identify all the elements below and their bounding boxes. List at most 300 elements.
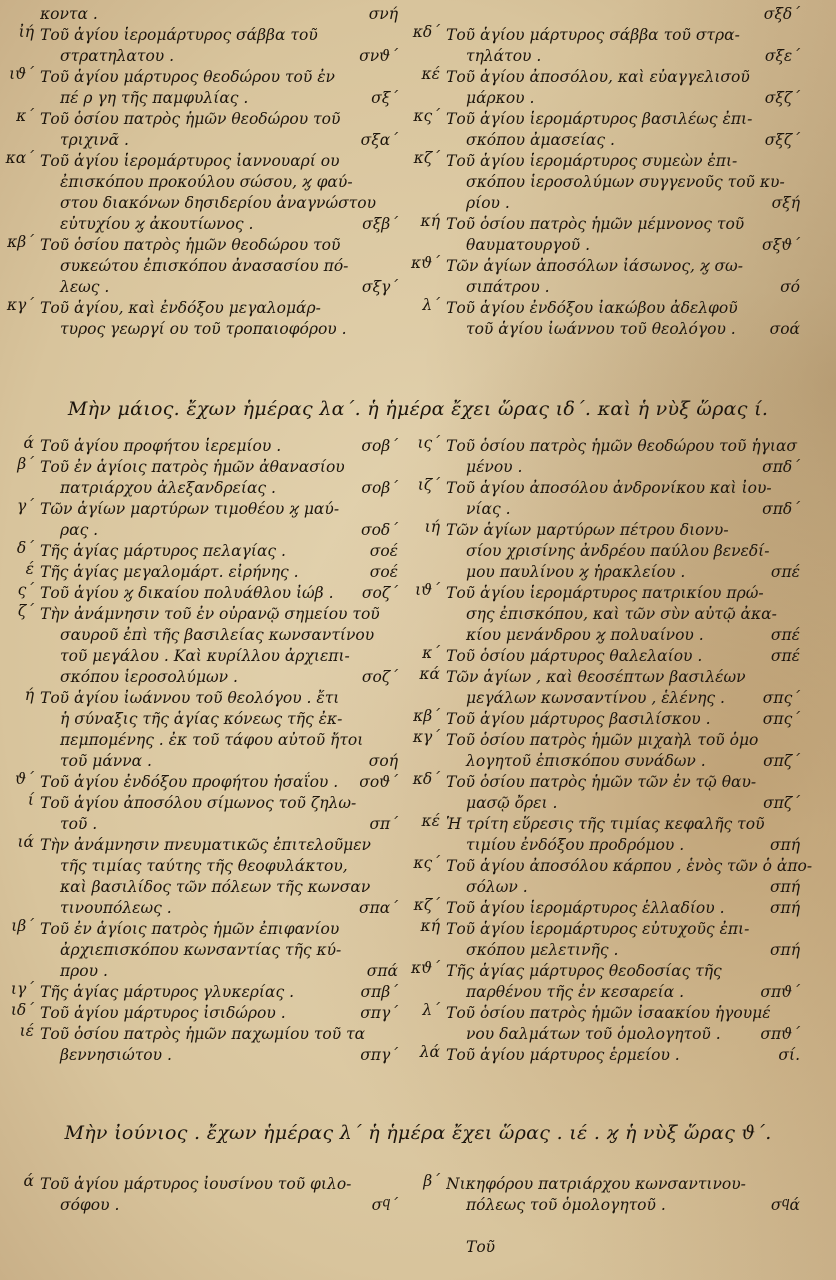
entry-text: [40, 67, 404, 109]
entry-text: [446, 583, 806, 646]
entry-text: [446, 898, 806, 919]
entry-line: Τοῦ ἁγίου ἱερομάρτυρος βασιλέως ἐπι-: [446, 110, 753, 128]
page-reference: σπή: [769, 836, 800, 854]
entry-text: [40, 772, 404, 793]
june-right-column: [406, 1174, 806, 1258]
page-reference: σπέ: [770, 626, 800, 644]
page-reference: σνϑ´: [359, 47, 398, 65]
page-reference: σοή: [368, 752, 398, 770]
entry-text: [40, 1174, 404, 1216]
calendar-entry: [0, 835, 404, 919]
entry-text: [446, 1174, 806, 1216]
entry-text: [446, 256, 806, 298]
calendar-entry: [406, 1216, 806, 1258]
day-numeral: ιϑ´: [415, 581, 440, 599]
day-numeral: ά: [23, 1172, 34, 1190]
entry-text: [40, 298, 404, 340]
entry-line: Τοῦ ὁσίου μάρτυρος θαλελαίου .: [446, 647, 703, 665]
calendar-entry: [0, 583, 404, 604]
page-reference: σξζ´: [764, 89, 800, 107]
entry-line: Τοῦ ὁσίου πατρὸς ἡμῶν μέμνονος τοῦ: [446, 215, 745, 233]
entry-line: Τοῦ ἁγίου ϗ δικαίου πολυάθλου ἰώβ .: [40, 584, 334, 602]
may-right-column: [406, 434, 813, 1066]
entry-text: [446, 478, 806, 520]
calendar-entry: [406, 67, 806, 109]
entry-line: ἐπισκόπου προκούλου σώσου, ϗ φαύ-: [60, 173, 353, 191]
calendar-entry: [0, 982, 404, 1003]
day-numeral: λά: [419, 1043, 440, 1061]
day-numeral: ς´: [17, 581, 34, 599]
calendar-entry: [406, 854, 813, 898]
entry-line: Τοῦ ἁγίου ἀποσόλου σίμωνος τοῦ ζηλω-: [40, 794, 357, 812]
calendar-entry: [0, 688, 404, 772]
entry-line: σόλων .: [466, 878, 528, 896]
calendar-entry: [0, 919, 404, 982]
entry-line: Τοῦ ὁσίου πατρὸς ἡμῶν ἰσαακίου ἡγουμέ: [446, 1004, 771, 1022]
entry-line: σίου χρισίνης ἀνδρέου παύλου βενεδί-: [466, 542, 770, 560]
entry-line: Τοῦ ἁγίου μάρτυρος σάββα τοῦ στρα-: [446, 26, 740, 44]
entry-line: Τὴν ἀνάμνησιν πνευματικῶς ἐπιτελοῦμεν: [40, 836, 371, 854]
page-reference: σοζ´: [361, 584, 398, 602]
entry-line: κοντα .: [40, 5, 98, 23]
day-numeral: λ´: [422, 296, 440, 314]
day-numeral: ή: [24, 686, 34, 704]
page-reference: σπή: [769, 941, 800, 959]
april-right-column: [406, 4, 806, 340]
entry-line: τριχινᾶ .: [60, 131, 129, 149]
day-numeral: ιζ´: [417, 476, 440, 494]
entry-line: Τοῦ ὁσίου πατρὸς ἡμῶν παχωμίου τοῦ τα: [40, 1025, 366, 1043]
calendar-entry: [0, 436, 404, 457]
page-reference: σξα´: [360, 131, 398, 149]
calendar-entry: [406, 256, 806, 298]
june-heading: Μὴν ἰούνιος . ἔχων ἡμέρας λ´ ἡ ἡμέρα ἔχει ὥρας . ιέ . ϗ ἡ νὺξ ὥρας ϑ´.: [64, 1122, 772, 1144]
entry-text: [40, 151, 404, 235]
entry-text: [446, 814, 806, 856]
entry-text: [40, 982, 404, 1003]
entry-line: Τοῦ ἁγίου ἀποσόλου κάρπου , ἑνὸς τῶν ὁ ἀπο-: [446, 857, 813, 875]
entry-line: σκόπου ἀμασείας .: [466, 131, 615, 149]
entry-text: [40, 562, 404, 583]
entry-line: τιμίου ἐνδόξου προδρόμου .: [466, 836, 685, 854]
entry-text: [40, 604, 404, 688]
page-reference: σί.: [778, 1046, 800, 1064]
calendar-entry: [0, 772, 404, 793]
entry-line: τηλάτου .: [466, 47, 542, 65]
entry-text: [446, 436, 806, 478]
entry-line: Τοῦ ἁγίου μάρτυρος ἰσιδώρου .: [40, 1004, 286, 1022]
entry-line: [446, 4, 806, 25]
entry-text: [446, 1216, 806, 1258]
entry-text: [446, 919, 806, 961]
page-reference: σπς´: [762, 689, 800, 707]
day-numeral: κς´: [413, 854, 440, 872]
calendar-entry: [0, 499, 404, 541]
day-numeral: ζ´: [17, 602, 34, 620]
entry-line: πόλεως τοῦ ὁμολογητοῦ .: [466, 1196, 666, 1214]
day-numeral: [406, 4, 446, 25]
day-numeral: β´: [423, 1172, 440, 1190]
calendar-entry: [406, 1174, 806, 1216]
day-numeral: β´: [17, 455, 34, 473]
entry-line: Νικηφόρου πατριάρχου κωνσαντινου-: [446, 1175, 746, 1193]
day-numeral: έ: [25, 560, 34, 578]
page-reference: σξζ´: [764, 131, 800, 149]
day-numeral: λ´: [422, 1001, 440, 1019]
day-numeral: κέ: [421, 812, 440, 830]
entry-text: [40, 541, 404, 562]
entry-line: Τοῦ ἁγίου μάρτυρος θεοδώρου τοῦ ἐν: [40, 68, 335, 86]
entry-line: πατριάρχου ἀλεξανδρείας .: [60, 479, 276, 497]
entry-line: ρας .: [60, 521, 99, 539]
day-numeral: ά: [23, 434, 34, 452]
page-reference: σοβ´: [361, 437, 398, 455]
entry-line: Τοῦ ἐν ἁγίοις πατρὸς ἡμῶν ἀθανασίου: [40, 458, 345, 476]
calendar-entry: [406, 4, 806, 25]
entry-line: κίου μενάνδρου ϗ πολυαίνου .: [466, 626, 704, 644]
entry-line: νου δαλμάτων τοῦ ὁμολογητοῦ .: [466, 1025, 721, 1043]
page-reference: σξε´: [764, 47, 800, 65]
calendar-entry: [406, 1003, 806, 1045]
day-numeral: κζ´: [413, 896, 440, 914]
entry-line: πρου .: [60, 962, 108, 980]
calendar-entry: [0, 67, 404, 109]
calendar-entry: [406, 1045, 806, 1066]
page-reference: σοέ: [369, 563, 398, 581]
entry-text: [446, 856, 812, 898]
entry-text: [446, 214, 806, 256]
page-reference: σξϑ´: [762, 236, 800, 254]
day-numeral: κα´: [5, 149, 34, 167]
entry-text: [40, 1024, 404, 1066]
entry-line: Τοῦ ἁγίου ἀποσόλου, καὶ εὐαγγελισοῦ: [446, 68, 750, 86]
entry-text: [446, 25, 806, 67]
entry-line: ἀρχιεπισκόπου κωνσαντίας τῆς κύ-: [60, 941, 342, 959]
calendar-entry: [406, 709, 806, 730]
entry-line: τυρος γεωργί ου τοῦ τροπαιοφόρου .: [60, 320, 347, 338]
entry-text: [446, 709, 806, 730]
calendar-entry: [0, 151, 404, 235]
entry-line: σκόπου ἱεροσολύμων .: [60, 668, 238, 686]
day-numeral: ιδ´: [10, 1001, 34, 1019]
entry-text: [40, 109, 404, 151]
entry-line: καὶ βασιλίδος τῶν πόλεων τῆς κωνσαν: [60, 878, 371, 896]
day-numeral: ιή: [424, 518, 440, 536]
calendar-entry: [0, 25, 404, 67]
page-reference: σοζ´: [361, 668, 398, 686]
entry-text: [40, 583, 404, 604]
page-reference: σξή: [771, 194, 800, 212]
day-numeral: [0, 4, 40, 25]
day-numeral: ί: [27, 791, 34, 809]
calendar-entry: [406, 520, 806, 583]
page-reference: σοδ´: [361, 521, 398, 539]
entry-line: λογητοῦ ἐπισκόπου συνάδων .: [466, 752, 706, 770]
calendar-entry: [406, 214, 806, 256]
entry-line: σης ἐπισκόπου, καὶ τῶν σὺν αὐτῷ ἀκα-: [466, 605, 777, 623]
entry-text: [40, 499, 404, 541]
entry-text: [40, 457, 404, 499]
entry-text: [40, 919, 404, 982]
page-reference: σπα´: [359, 899, 398, 917]
entry-line: λεως .: [60, 278, 110, 296]
calendar-entry: [406, 436, 806, 478]
entry-line: μασῷ ὄρει .: [466, 794, 558, 812]
day-numeral: κ´: [16, 107, 34, 125]
may-left-column: [0, 436, 404, 1066]
calendar-entry: [0, 1003, 404, 1024]
calendar-entry: [406, 667, 806, 709]
entry-line: τοῦ ἁγίου ἰωάννου τοῦ θεολόγου .: [466, 320, 736, 338]
day-numeral: κγ´: [412, 728, 440, 746]
entry-text: [40, 25, 404, 67]
april-left-column: [0, 4, 404, 340]
page-reference: σπγ´: [360, 1004, 398, 1022]
entry-text: [446, 667, 806, 709]
page-reference: σξγ´: [361, 278, 398, 296]
entry-line: Τῆς ἁγίας μάρτυρος πελαγίας .: [40, 542, 286, 560]
day-numeral: κγ´: [6, 296, 34, 314]
entry-line: Τοῦ ἁγίου προφήτου ἱερεμίου .: [40, 437, 282, 455]
page-reference: σπέ: [770, 563, 800, 581]
page-reference: σπβ´: [360, 983, 398, 1001]
day-numeral: γ´: [16, 497, 34, 515]
entry-text: [446, 730, 806, 772]
entry-line: Τοῦ ἁγίου ἱερομάρτυρος εὐτυχοῦς ἐπι-: [446, 920, 750, 938]
day-numeral: κή: [420, 212, 440, 230]
calendar-entry: [406, 478, 806, 520]
calendar-entry: [406, 919, 806, 961]
entry-line: Τὴν ἀνάμνησιν τοῦ ἐν οὐρανῷ σημείου τοῦ: [40, 605, 380, 623]
entry-line: Τοῦ ἁγίου ἰωάννου τοῦ θεολόγου . ἔτι: [40, 689, 340, 707]
calendar-entry: [0, 604, 404, 688]
calendar-entry: [0, 109, 404, 151]
entry-text: [446, 772, 806, 814]
entry-line: Τοῦ ἁγίου μάρτυρος ἑρμείου .: [446, 1046, 680, 1064]
entry-text: [40, 235, 404, 298]
calendar-entry: [0, 541, 404, 562]
entry-line: Τῆς ἁγίας μεγαλομάρτ. εἰρήνης .: [40, 563, 299, 581]
day-numeral: κϑ´: [411, 959, 440, 977]
entry-line: τοῦ .: [60, 815, 98, 833]
entry-line: Ἡ τρίτη εὕρεσις τῆς τιμίας κεφαλῆς τοῦ: [446, 815, 765, 833]
entry-text: [446, 1003, 806, 1045]
entry-line: τῆς τιμίας ταύτης τῆς θεοφυλάκτου,: [60, 857, 348, 875]
page-reference: σπέ: [770, 647, 800, 665]
entry-line: σκόπου ἱεροσολύμων συγγενοῦς τοῦ κυ-: [466, 173, 785, 191]
day-numeral: κς´: [413, 107, 440, 125]
entry-line: Τῆς ἁγίας μάρτυρος γλυκερίας .: [40, 983, 295, 1001]
calendar-entry: [406, 961, 806, 1003]
calendar-entry: [0, 457, 404, 499]
day-numeral: κή: [420, 917, 440, 935]
entry-line: Τοῦ ὁσίου πατρὸς ἡμῶν τῶν ἐν τῷ θαυ-: [446, 773, 757, 791]
day-numeral: ιγ´: [10, 980, 34, 998]
entry-line: εὐτυχίου ϗ ἀκουτίωνος .: [60, 215, 254, 233]
entry-line: Τοῦ ἁγίου μάρτυρος βασιλίσκου .: [446, 710, 711, 728]
page-reference: σπϑ´: [760, 1025, 800, 1043]
entry-line: σκόπου μελετινῆς .: [466, 941, 619, 959]
entry-line: Τῆς ἁγίας μάρτυρος θεοδοσίας τῆς: [446, 962, 722, 980]
entry-line: Τοῦ ἐν ἁγίοις πατρὸς ἡμῶν ἐπιφανίου: [40, 920, 340, 938]
day-numeral: δ´: [16, 539, 34, 557]
calendar-entry: [0, 793, 404, 835]
entry-line: Τῶν ἁγίων ἀποσόλων ἰάσωνος, ϗ σω-: [446, 257, 743, 275]
day-numeral: κά: [419, 665, 440, 683]
calendar-entry: [0, 235, 404, 298]
day-numeral: κζ´: [413, 149, 440, 167]
entry-line: Τοῦ ἁγίου ἐνδόξου προφήτου ἡσαΐου .: [40, 773, 339, 791]
calendar-entry: [406, 772, 806, 814]
entry-text: [446, 151, 806, 214]
page-reference: σπά: [366, 962, 398, 980]
day-numeral: ιέ: [19, 1022, 34, 1040]
calendar-entry: [406, 298, 806, 340]
entry-line: Τοῦ ἁγίου ἱερομάρτυρος ἰαννουαρί ου: [40, 152, 340, 170]
calendar-entry: [406, 109, 806, 151]
entry-line: Τῶν ἁγίων , καὶ θεοσέπτων βασιλέων: [446, 668, 746, 686]
entry-line: Τοῦ: [466, 1238, 496, 1256]
page-reference: σϥά: [770, 1196, 800, 1214]
day-numeral: κβ´: [413, 707, 440, 725]
day-numeral: ιβ´: [11, 917, 34, 935]
entry-line: Τοῦ ὁσίου πατρὸς ἡμῶν θεοδώρου τοῦ: [40, 236, 341, 254]
entry-line: Τοῦ ἁγίου ἱερομάρτυρος πατρικίου πρώ-: [446, 584, 764, 602]
page-reference: σπδ´: [762, 458, 800, 476]
page-reference: σοβ´: [361, 479, 398, 497]
entry-text: [446, 520, 806, 583]
entry-line: τοῦ μάννα .: [60, 752, 152, 770]
day-numeral: ις´: [417, 434, 440, 452]
entry-line: θαυματουργοῦ .: [466, 236, 591, 254]
entry-text: [40, 436, 404, 457]
entry-text: [40, 1003, 404, 1024]
calendar-entry: [406, 646, 806, 667]
entry-line: μένου .: [466, 458, 523, 476]
entry-line: Τοῦ ἁγίου ἱερομάρτυρος ἑλλαδίου .: [446, 899, 725, 917]
calendar-entry: [0, 1024, 404, 1066]
day-numeral: [406, 1216, 446, 1258]
day-numeral: κδ´: [412, 770, 440, 788]
calendar-entry: [406, 730, 806, 772]
day-numeral: ϑ´: [15, 770, 34, 788]
day-numeral: κέ: [421, 65, 440, 83]
entry-line: Τοῦ ἁγίου μάρτυρος ἰουσίνου τοῦ φιλο-: [40, 1175, 352, 1193]
entry-line: συκεώτου ἐπισκόπου ἀνασασίου πό-: [60, 257, 349, 275]
day-numeral: κϑ´: [411, 254, 440, 272]
page-reference: σοέ: [369, 542, 398, 560]
entry-line: Τοῦ ἁγίου ἀποσόλου ἀνδρονίκου καὶ ἰου-: [446, 479, 772, 497]
calendar-entry: [0, 562, 404, 583]
entry-line: βεννησιώτου .: [60, 1046, 172, 1064]
calendar-entry: [406, 583, 806, 646]
entry-line: σιπάτρου .: [466, 278, 550, 296]
page-reference: σοϑ´: [359, 773, 398, 791]
entry-line: Τοῦ ἁγίου ἱερομάρτυρος σάββα τοῦ: [40, 26, 318, 44]
entry-line: στου διακόνων δησιδερίου ἀναγνώστου: [60, 194, 377, 212]
day-numeral: κβ´: [7, 233, 34, 251]
day-numeral: κ´: [422, 644, 440, 662]
entry-line: Τοῦ ἁγίου ἱερομάρτυρος συμεὼν ἐπι-: [446, 152, 738, 170]
page-reference: σνή: [368, 5, 398, 23]
entry-text: [40, 688, 404, 772]
page-reference: σό: [780, 278, 800, 296]
page-reference: σπ´: [369, 815, 398, 833]
entry-line: σόφου .: [60, 1196, 120, 1214]
entry-text: [446, 67, 806, 109]
entry-line: Τῶν ἁγίων μαρτύρων τιμοθέου ϗ μαύ-: [40, 500, 340, 518]
page-reference: σπδ´: [762, 500, 800, 518]
page-reference: σπή: [769, 878, 800, 896]
may-heading: Μὴν μάιος. ἔχων ἡμέρας λα´. ἡ ἡμέρα ἔχει ὥρας ιδ´. καὶ ἡ νὺξ ὥρας ί.: [67, 398, 769, 420]
day-numeral: ιά: [17, 833, 34, 851]
entry-line: μου παυλίνου ϗ ἡρακλείου .: [466, 563, 686, 581]
entry-line: μάρκου .: [466, 89, 535, 107]
page-reference: σπϑ´: [760, 983, 800, 1001]
entry-line: νίας .: [466, 500, 511, 518]
page-reference: σπζ´: [763, 794, 800, 812]
entry-line: Τοῦ ὁσίου πατρὸς ἡμῶν μιχαὴλ τοῦ ὁμο: [446, 731, 759, 749]
entry-line: παρθένου τῆς ἐν κεσαρεία .: [466, 983, 685, 1001]
entry-text: [40, 835, 404, 919]
entry-text: [446, 109, 806, 151]
entry-line: σαυροῦ ἐπὶ τῆς βασιλείας κωνσαντίνου: [60, 626, 375, 644]
entry-line: Τοῦ ἁγίου ἐνδόξου ἰακώβου ἀδελφοῦ: [446, 299, 738, 317]
calendar-entry: [0, 298, 404, 340]
entry-line: ἡ σύναξις τῆς ἁγίας κόνεως τῆς ἐκ-: [60, 710, 343, 728]
calendar-entry: [0, 4, 404, 25]
entry-line: ρίου .: [466, 194, 510, 212]
entry-line: πέ ρ γη τῆς παμφυλίας .: [60, 89, 249, 107]
entry-line: τινουπόλεως .: [60, 899, 172, 917]
calendar-entry: [406, 25, 806, 67]
entry-text: [446, 298, 806, 340]
calendar-entry: [0, 1174, 404, 1216]
day-numeral: κδ´: [412, 23, 440, 41]
page-reference: σπγ´: [360, 1046, 398, 1064]
day-numeral: ιϑ´: [9, 65, 34, 83]
entry-line: μεγάλων κωνσαντίνου , ἑλένης .: [466, 689, 725, 707]
page-reference: σπζ´: [763, 752, 800, 770]
page-reference: σξβ´: [362, 215, 398, 233]
entry-line: τοῦ μεγάλου . Καὶ κυρίλλου ἀρχιεπι-: [60, 647, 350, 665]
page-reference: σπς´: [762, 710, 800, 728]
page-reference: σϥ´: [371, 1196, 398, 1214]
calendar-entry: [406, 898, 806, 919]
entry-text: [446, 4, 806, 25]
entry-line: Τῶν ἁγίων μαρτύρων πέτρου διονυ-: [446, 521, 729, 539]
entry-text: [446, 961, 806, 1003]
entry-text: [40, 793, 404, 835]
entry-text: [40, 4, 404, 25]
page-reference: σξ´: [371, 89, 398, 107]
june-left-column: [0, 1174, 404, 1216]
entry-text: [446, 1045, 806, 1066]
calendar-entry: [406, 151, 806, 214]
entry-line: [446, 1216, 806, 1237]
page-reference: σπή: [769, 899, 800, 917]
entry-line: πεμπομένης . ἐκ τοῦ τάφου αὐτοῦ ἤτοι: [60, 731, 364, 749]
entry-line: Τοῦ ὁσίου πατρὸς ἡμῶν θεοδώρου τοῦ: [40, 110, 341, 128]
page-reference: σοά: [769, 320, 800, 338]
entry-line: στρατηλατου .: [60, 47, 175, 65]
page-reference: σξδ´: [763, 5, 800, 23]
entry-text: [446, 646, 806, 667]
entry-line: Τοῦ ὁσίου πατρὸς ἡμῶν θεοδώρου τοῦ ἡγιασ: [446, 437, 797, 455]
entry-line: Τοῦ ἁγίου, καὶ ἐνδόξου μεγαλομάρ-: [40, 299, 321, 317]
day-numeral: ἰή: [18, 23, 34, 41]
calendar-entry: [406, 814, 806, 856]
